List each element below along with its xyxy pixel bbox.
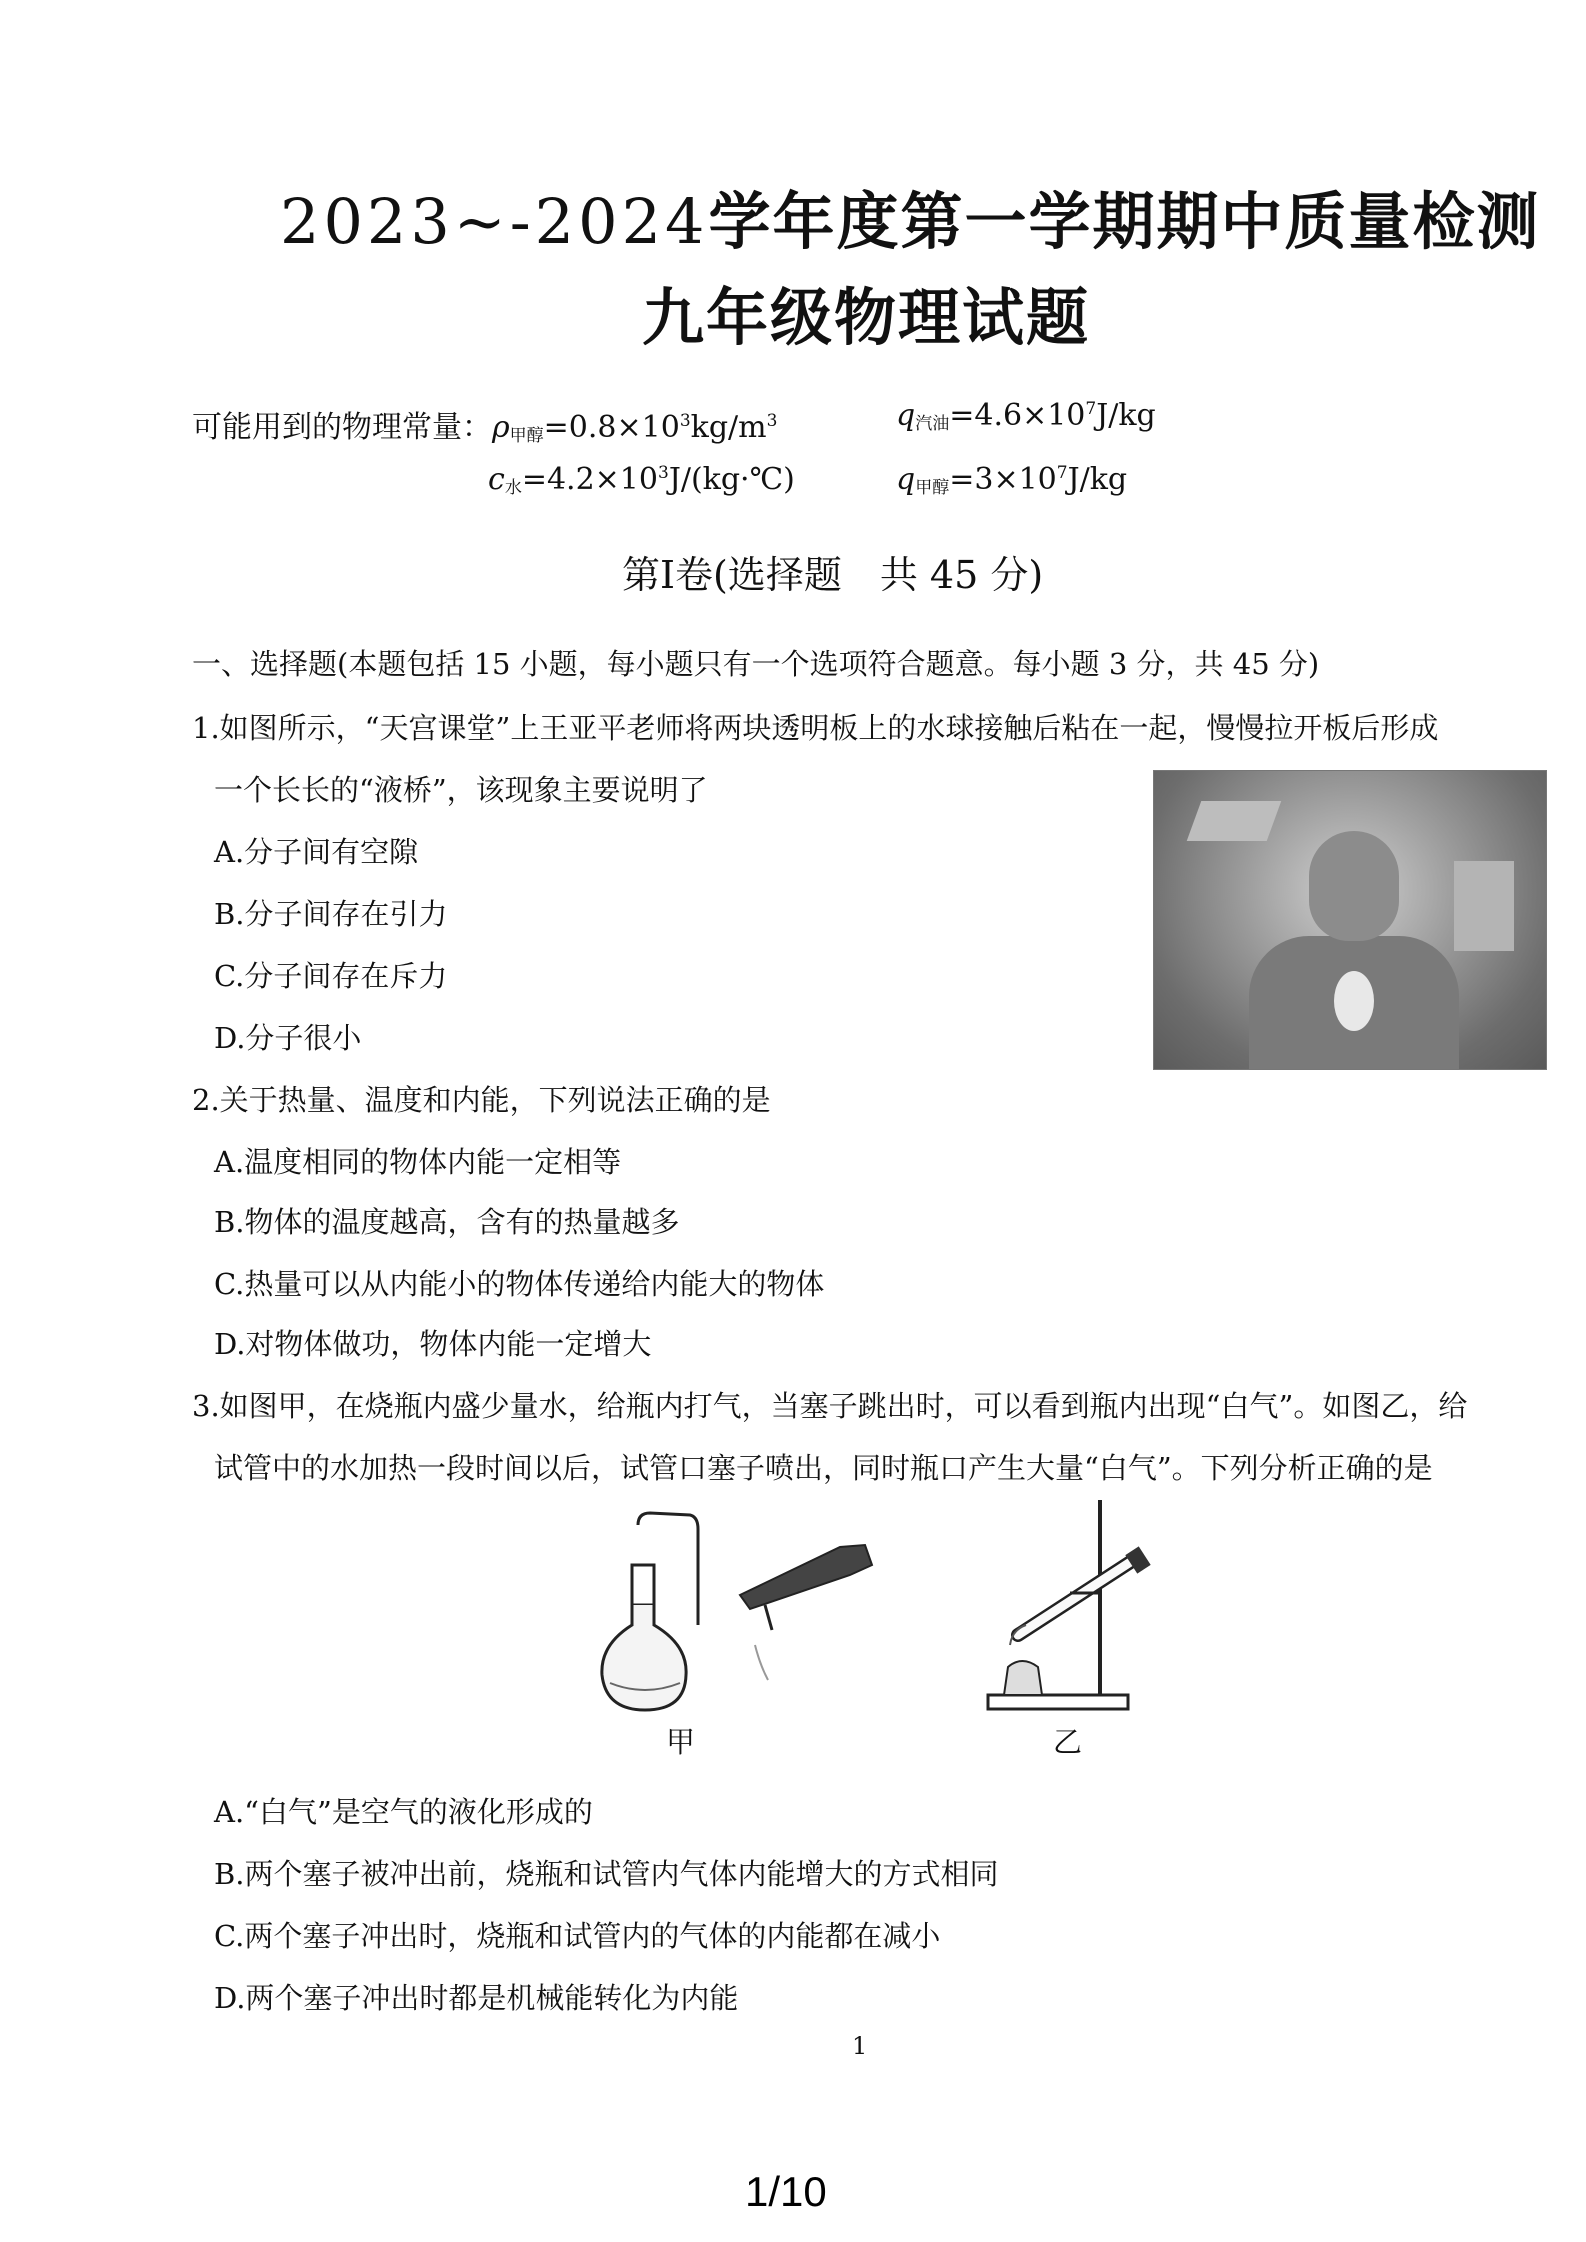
q3-option-c: C.两个塞子冲出时，烧瓶和试管内的气体的内能都在减小 xyxy=(214,1919,941,1953)
constant-q-methanol: $q_{甲醇}=3\times 10^7J/kg$ xyxy=(896,462,1128,498)
q1-option-c: C.分子间存在斥力 xyxy=(214,959,448,993)
constants-line-1: 可能用到的物理常量：$\rho_{甲醇}=0.8\times 10^3kg/m^3$ xyxy=(192,410,778,446)
q2-option-a: A.温度相同的物体内能一定相等 xyxy=(214,1145,622,1179)
q1-stem-line2: 一个长长的“液桥”，该现象主要说明了 xyxy=(214,773,708,807)
q2-option-b: B.物体的温度越高，含有的热量越多 xyxy=(214,1205,680,1239)
q3-stem-line1: 3.如图甲，在烧瓶内盛少量水，给瓶内打气，当塞子跳出时，可以看到瓶内出现“白气”。如图乙，给 xyxy=(192,1389,1468,1423)
figure-b-caption: 乙 xyxy=(1053,1725,1083,1759)
q1-option-d: D.分子很小 xyxy=(214,1021,362,1055)
q3-option-b: B.两个塞子被冲出前，烧瓶和试管内气体内能增大的方式相同 xyxy=(214,1857,999,1891)
q1-option-a: A.分子间有空隙 xyxy=(214,835,419,869)
exam-subtitle: 九年级物理试题 xyxy=(642,281,1091,354)
part-instructions: 一、选择题(本题包括 15 小题，每小题只有一个选项符合题意。每小题 3 分，共 45 分) xyxy=(192,647,1320,681)
constant-c-water: $c_水=4.2\times 10^3J/(kg\cdot℃)$ xyxy=(488,462,795,498)
page-indicator: 1/10 xyxy=(745,2168,827,2215)
exam-title-text: 学年度第一学期期中质量检测 xyxy=(708,185,1541,258)
section-heading: 第Ⅰ卷(选择题 共 45 分) xyxy=(622,553,1044,597)
constant-q-gasoline: $q_{汽油}=4.6\times 10^7J/kg$ xyxy=(896,398,1156,434)
q3-option-d: D.两个塞子冲出时都是机械能转化为内能 xyxy=(214,1981,739,2015)
q2-stem: 2.关于热量、温度和内能，下列说法正确的是 xyxy=(192,1083,771,1117)
q1-option-b: B.分子间存在引力 xyxy=(214,897,448,931)
exam-year: 2023~-2024 xyxy=(280,185,709,258)
q3-stem-line2: 试管中的水加热一段时间以后，试管口塞子喷出，同时瓶口产生大量“白气”。下列分析正确的是 xyxy=(214,1451,1433,1485)
liquid-bridge-photo xyxy=(1153,770,1547,1070)
exam-title xyxy=(280,172,1540,261)
q2-option-c: C.热量可以从内能小的物体传递给内能大的物体 xyxy=(214,1267,825,1301)
constants-label: 可能用到的物理常量： xyxy=(192,410,492,445)
q1-stem-line1: 1.如图所示，“天宫课堂”上王亚平老师将两块透明板上的水球接触后粘在一起，慢慢拉开板后形成 xyxy=(192,711,1439,745)
figure-a-caption: 甲 xyxy=(666,1725,696,1759)
test-tube-stand-figure xyxy=(982,1495,1152,1715)
q2-option-d: D.对物体做功，物体内能一定增大 xyxy=(214,1327,652,1361)
q3-option-a: A.“白气”是空气的液化形成的 xyxy=(214,1795,593,1829)
flask-pump-figure xyxy=(590,1505,880,1715)
printed-page-number: 1 xyxy=(852,2032,868,2060)
